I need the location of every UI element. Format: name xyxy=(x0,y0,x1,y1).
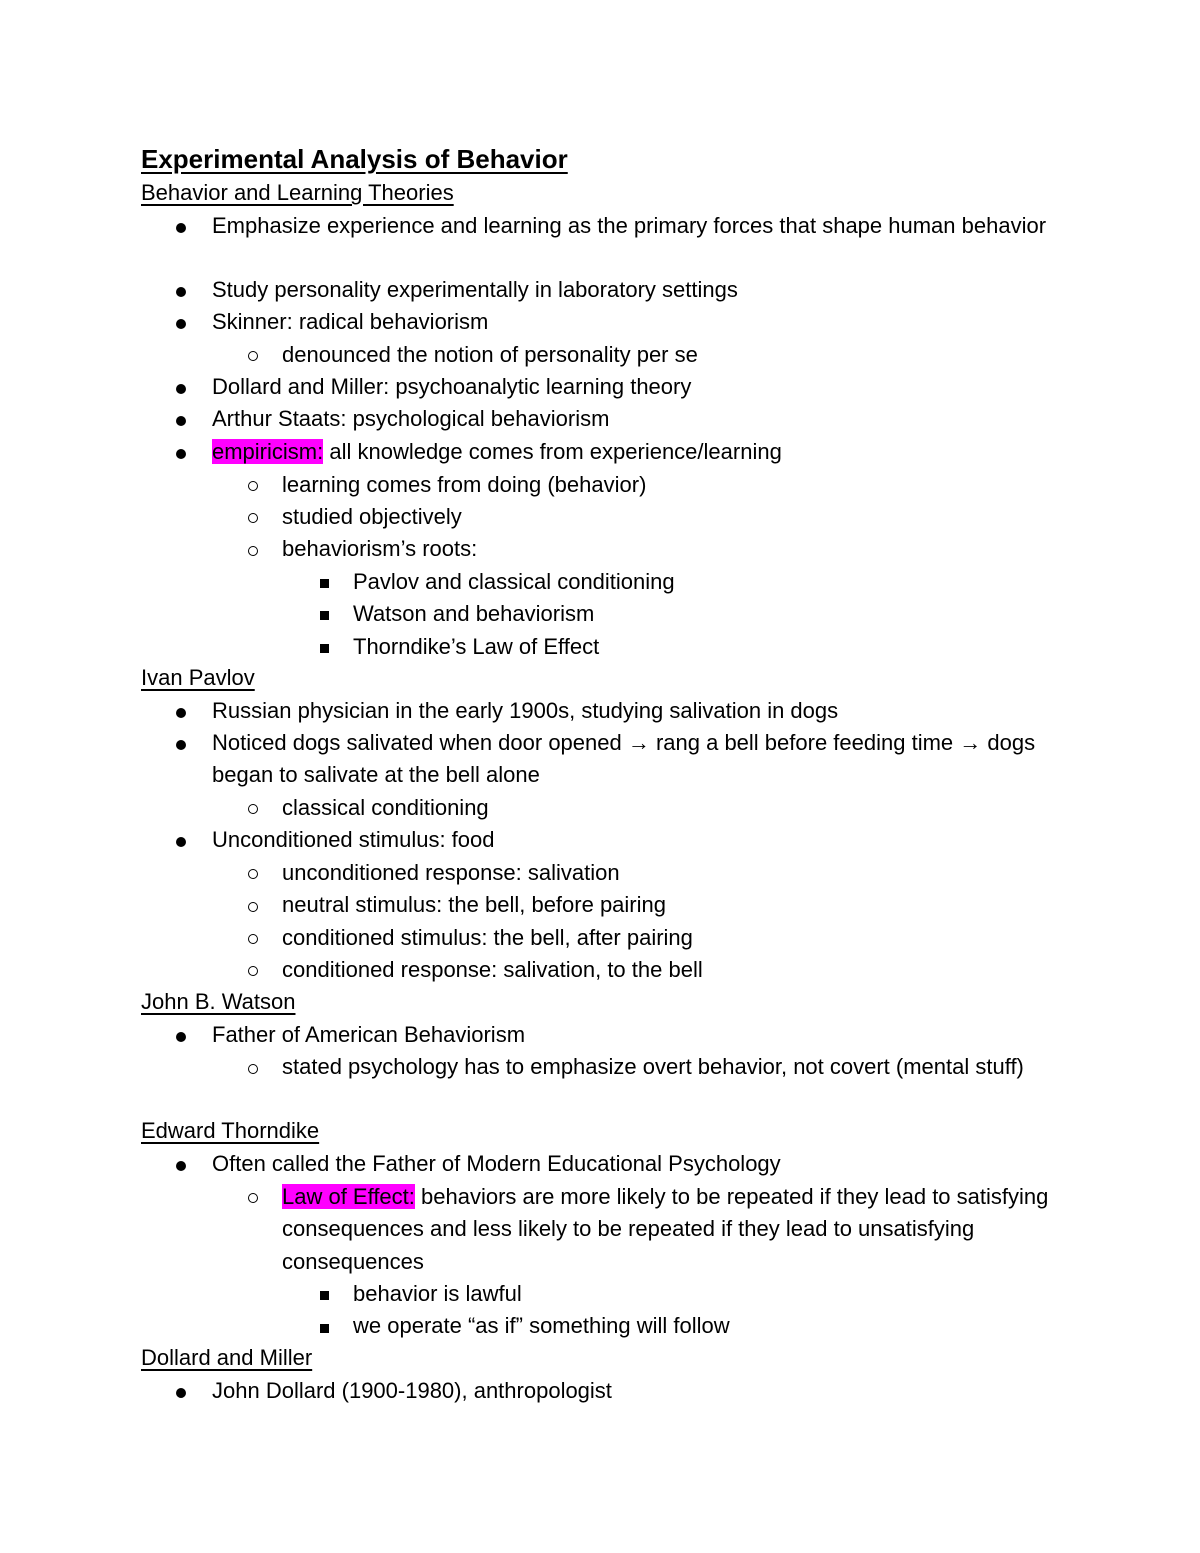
list-item: studied objectively xyxy=(282,504,462,529)
bullet-dot-icon xyxy=(175,211,187,233)
bullet-square-icon xyxy=(318,631,330,653)
bullet-circle-icon xyxy=(247,339,259,361)
list-item: denounced the notion of personality per se xyxy=(282,342,698,367)
bullet-circle-icon xyxy=(247,954,259,976)
list-item: we operate “as if” something will follow xyxy=(353,1313,730,1338)
list-item: behavior is lawful xyxy=(353,1281,522,1306)
bullet-dot-icon xyxy=(175,825,187,847)
list-item xyxy=(282,1181,1062,1278)
list-item: Arthur Staats: psychological behaviorism xyxy=(212,406,610,431)
bullet-circle-icon xyxy=(247,857,259,879)
list-item: Study personality experimentally in laboratory settings xyxy=(212,277,738,302)
section-heading-watson: John B. Watson xyxy=(141,989,296,1014)
list-item: Unconditioned stimulus: food xyxy=(212,827,495,852)
bullet-circle-icon xyxy=(247,469,259,491)
list-item: John Dollard (1900-1980), anthropologist xyxy=(212,1378,612,1403)
list-item: behaviorism’s roots: xyxy=(282,536,478,561)
list-item: Russian physician in the early 1900s, studying salivation in dogs xyxy=(212,698,839,723)
list-item: stated psychology has to emphasize overt behavior, not covert (mental stuff) xyxy=(282,1054,1024,1079)
bullet-circle-icon xyxy=(247,1052,259,1074)
list-item: Thorndike’s Law of Effect xyxy=(353,634,600,659)
section-heading-thorndike: Edward Thorndike xyxy=(141,1118,320,1143)
bullet-circle-icon xyxy=(247,792,259,814)
list-item: Father of American Behaviorism xyxy=(212,1022,526,1047)
bullet-dot-icon xyxy=(175,372,187,394)
bullet-square-icon xyxy=(318,598,330,620)
bullet-dot-icon xyxy=(175,307,187,329)
list-item: Dollard and Miller: psychoanalytic learning theory xyxy=(212,374,692,399)
bullet-circle-icon xyxy=(247,534,259,556)
list-item: Skinner: radical behaviorism xyxy=(212,309,489,334)
list-item: conditioned stimulus: the bell, after pairing xyxy=(282,925,693,950)
section-heading-pavlov: Ivan Pavlov xyxy=(141,665,255,690)
bullet-dot-icon xyxy=(175,1376,187,1398)
list-item xyxy=(212,436,1062,468)
highlighted-term: empiricism: xyxy=(212,439,324,464)
list-item-text: behaviors are more likely to be repeated if they lead to satisfying consequences and less likely to be repeated if they lead to unsatisfying consequences xyxy=(282,1184,1049,1274)
list-item: Pavlov and classical conditioning xyxy=(353,569,675,594)
list-item: conditioned response: salivation, to the bell xyxy=(282,957,703,982)
bullet-dot-icon xyxy=(175,437,187,459)
list-item: unconditioned response: salivation xyxy=(282,860,620,885)
bullet-square-icon xyxy=(318,1311,330,1333)
list-item-text: all knowledge comes from experience/learning xyxy=(323,439,782,464)
section-heading-behavior: Behavior and Learning Theories xyxy=(141,180,454,205)
bullet-circle-icon xyxy=(247,922,259,944)
list-item: classical conditioning xyxy=(282,795,489,820)
bullet-circle-icon xyxy=(247,890,259,912)
list-item: Noticed dogs salivated when door opened → rang a bell before feeding time → dogs began to salivate at the bell alone xyxy=(212,730,1036,788)
page-title: Experimental Analysis of Behavior xyxy=(141,144,568,174)
bullet-circle-icon xyxy=(247,1181,259,1203)
bullet-dot-icon xyxy=(175,696,187,718)
bullet-dot-icon xyxy=(175,728,187,750)
highlighted-term: Law of Effect: xyxy=(282,1184,415,1209)
section-heading-dollard: Dollard and Miller xyxy=(141,1345,313,1370)
bullet-dot-icon xyxy=(175,1149,187,1171)
bullet-dot-icon xyxy=(175,275,187,297)
list-item: Emphasize experience and learning as the primary forces that shape human behavior xyxy=(212,213,1047,238)
list-item: learning comes from doing (behavior) xyxy=(282,472,647,497)
list-item: Watson and behaviorism xyxy=(353,601,595,626)
list-item: Often called the Father of Modern Educational Psychology xyxy=(212,1151,781,1176)
bullet-dot-icon xyxy=(175,404,187,426)
bullet-square-icon xyxy=(318,1278,330,1300)
bullet-square-icon xyxy=(318,566,330,588)
list-item: neutral stimulus: the bell, before pairing xyxy=(282,892,666,917)
bullet-dot-icon xyxy=(175,1020,187,1042)
bullet-circle-icon xyxy=(247,501,259,523)
